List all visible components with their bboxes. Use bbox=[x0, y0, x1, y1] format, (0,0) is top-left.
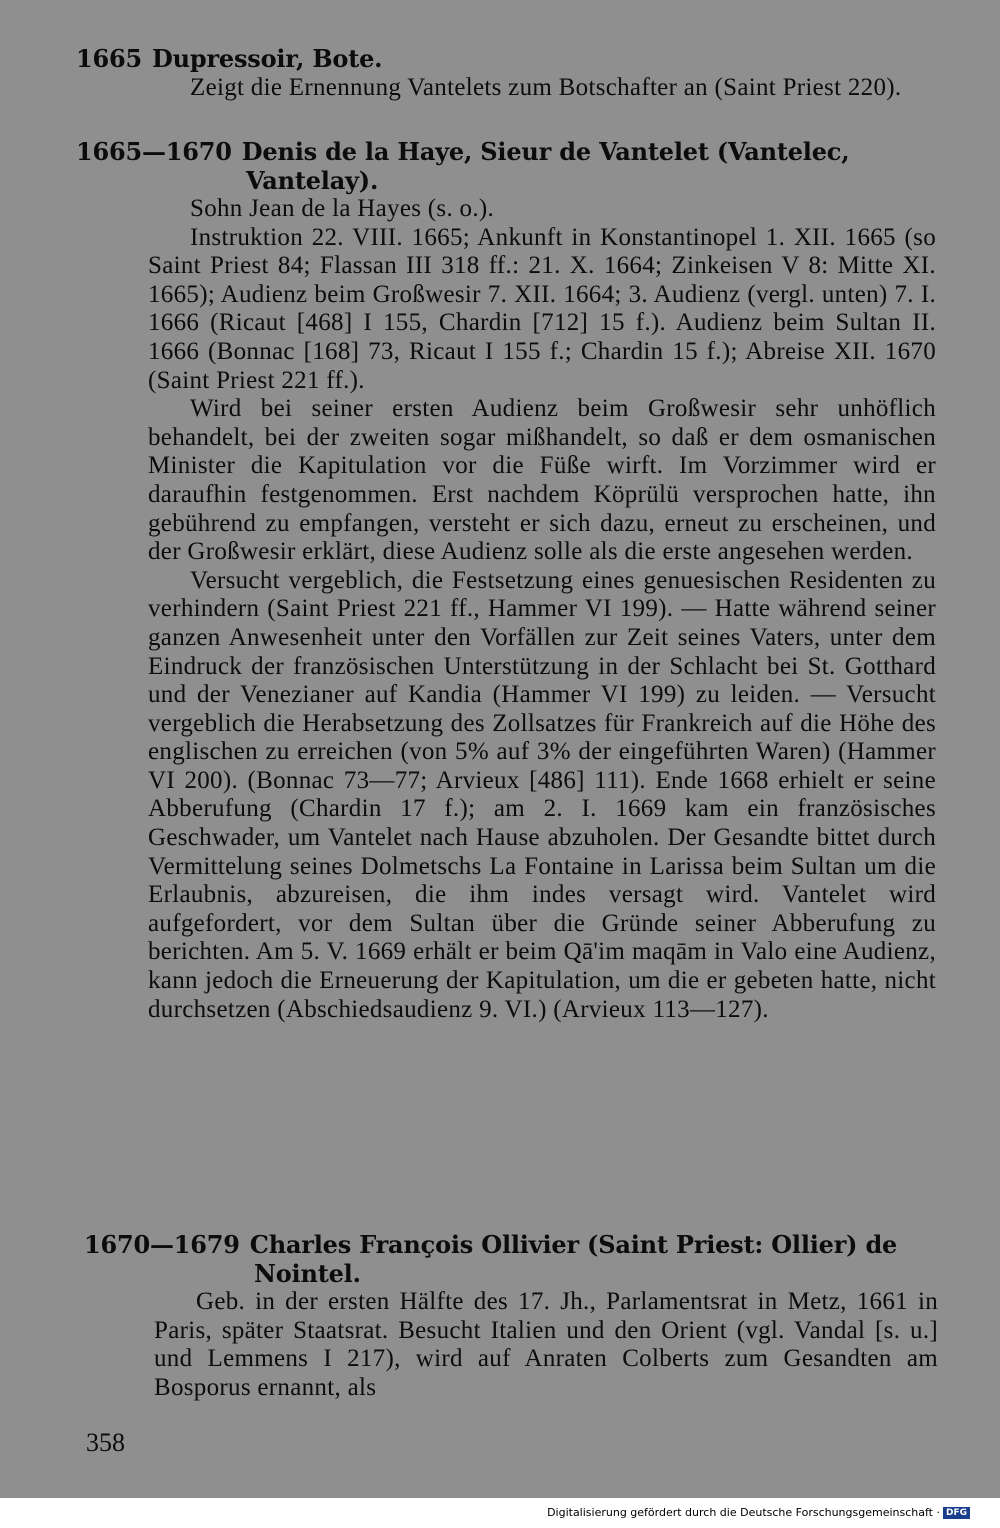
page-number: 358 bbox=[86, 1428, 125, 1457]
entry-years: 1670—1679 bbox=[84, 1230, 240, 1259]
paragraph: Zeigt die Ernennung Vantelets zum Botschafter an (Saint Priest 220). bbox=[190, 74, 902, 101]
entry-name-continuation: Nointel. bbox=[254, 1259, 361, 1288]
entry-text bbox=[148, 74, 936, 103]
entry-text bbox=[148, 195, 936, 1024]
entry-heading bbox=[76, 137, 938, 195]
entry-heading bbox=[84, 1230, 938, 1288]
paragraph: Wird bei seiner ersten Audienz beim Großwesir sehr unhöflich behandelt, bei der zweiten sogar mißhandelt, so daß er dem osmanischen Minister die Kapitulation vor die Füße wirft. Im Vorzimmer wird er daraufhin festgenommen. Erst nachdem Köprülü versprochen hatte, ihn gebührend zu empfangen, versteht er sich dazu, erneut zu erscheinen, und der Großwesir erklärt, diese Audienz solle als die erste angesehen werden. bbox=[148, 395, 936, 566]
paragraph: Versucht vergeblich, die Festsetzung eines genuesischen Residenten zu verhindern (Saint Priest 221 ff., Hammer VI 199). — Hatte während seiner ganzen Anwesenheit unter den Vorfällen zur Zeit seines Vaters, unter dem Eindruck der französischen Unterstützung in der Schlacht bei St. Gotthard und der Venezianer auf Kandia (Hammer VI 199) zu leiden. — Versucht vergeblich die Herabsetzung des Zollsatzes für Frankreich auf die Höhe des englischen zu erreichen (von 5% auf 3% der eingeführten Waren) (Hammer VI 200). (Bonnac 73—77; Arvieux [486] 111). Ende 1668 erhielt er seine Abberufung (Chardin 17 f.); am 2. I. 1669 kam ein französisches Geschwader, um Vantelet nach Hause abzuholen. Der Gesandte bittet durch Vermittelung seines Dolmetschs La Fontaine in Larissa beim Sultan um die Erlaubnis, abzureisen, die ihm indes versagt wird. Vantelet wird aufgefordert, vor dem Sultan über die Gründe seiner Abberufung zu berichten. Am 5. V. 1669 erhält er beim Qā'im maqām in Valo eine Audienz, kann jedoch die Erneuerung der Kapitulation, um die er gebeten hatte, nicht durchsetzen (Abschiedsaudienz 9. VI.) (Arvieux 113—127). bbox=[148, 566, 936, 1023]
entry-name: Denis de la Haye, Sieur de Vantelet (Vantelec, bbox=[241, 137, 850, 166]
entry-text bbox=[154, 1288, 938, 1402]
entry-years: 1665—1670 bbox=[76, 137, 232, 166]
footer-text: Digitalisierung gefördert durch die Deutsche Forschungsgemeinschaft · bbox=[547, 1506, 940, 1519]
paragraph: Instruktion 22. VIII. 1665; Ankunft in Konstantinopel 1. XII. 1665 (so Saint Priest 84; Flassan III 318 ff.: 21. X. 1664; Zinkeisen V 8: Mitte XI. 1665); Audienz beim Großwesir 7. XII. 1664; 3. Audienz (vergl. unten) 7. I. 1666 (Ricaut [468] I 155, Chardin [712] 15 f.). Audienz beim Sultan II. 1666 (Bonnac [168] 73, Ricaut I 155 f.; Chardin 15 f.); Abreise XII. 1670 (Saint Priest 221 ff.). bbox=[148, 223, 936, 394]
paragraph: Sohn Jean de la Hayes (s. o.). bbox=[190, 195, 495, 222]
entry-name: Dupressoir, Bote. bbox=[152, 44, 383, 73]
entry-years: 1665 bbox=[76, 44, 142, 73]
entry-name-continuation: Vantelay). bbox=[246, 166, 379, 195]
entry-name: Charles François Ollivier (Saint Priest: Ollier) de bbox=[249, 1230, 898, 1259]
dfg-logo: DFG bbox=[943, 1507, 970, 1519]
digitization-footer bbox=[0, 1498, 1000, 1528]
paragraph: Geb. in der ersten Hälfte des 17. Jh., Parlamentsrat in Metz, 1661 in Paris, später Staatsrat. Besucht Italien und den Orient (vgl. Vandal [s. u.] und Lemmens I 217), wird auf Anraten Colberts zum Gesandten am Bosporus ernannt, als bbox=[154, 1288, 938, 1401]
entry-heading bbox=[76, 44, 938, 73]
